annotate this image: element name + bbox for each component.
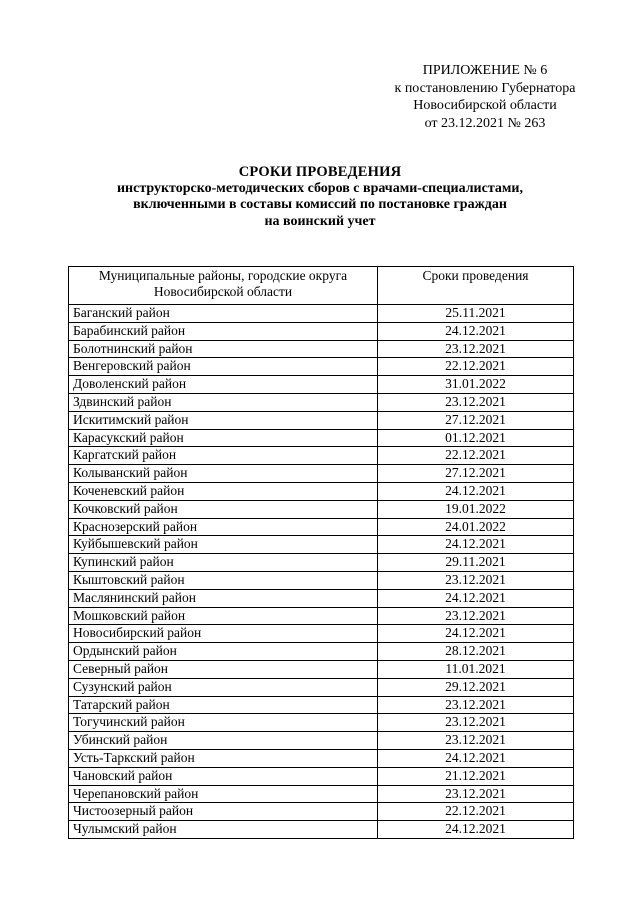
district-name: Болотнинский район bbox=[69, 340, 378, 358]
event-date: 22.12.2021 bbox=[378, 358, 574, 376]
district-name: Кыштовский район bbox=[69, 571, 378, 589]
event-date: 19.01.2022 bbox=[378, 500, 574, 518]
header-dates: Сроки проведения bbox=[378, 267, 574, 305]
table-row bbox=[69, 536, 574, 554]
appendix-header bbox=[350, 62, 620, 132]
event-date: 24.01.2022 bbox=[378, 518, 574, 536]
title-line-3: включенными в составы комиссий по постановке граждан bbox=[133, 197, 507, 212]
district-name: Каргатский район bbox=[69, 447, 378, 465]
event-date: 23.12.2021 bbox=[378, 393, 574, 411]
table-row bbox=[69, 340, 574, 358]
district-name: Доволенский район bbox=[69, 376, 378, 394]
district-name: Здвинский район bbox=[69, 393, 378, 411]
district-name: Венгеровский район bbox=[69, 358, 378, 376]
event-date: 11.01.2021 bbox=[378, 660, 574, 678]
event-date: 27.12.2021 bbox=[378, 411, 574, 429]
schedule-table bbox=[68, 266, 574, 839]
district-name: Краснозерский район bbox=[69, 518, 378, 536]
event-date: 23.12.2021 bbox=[378, 571, 574, 589]
event-date: 25.11.2021 bbox=[378, 305, 574, 323]
district-name: Куйбышевский район bbox=[69, 536, 378, 554]
district-name: Чистоозерный район bbox=[69, 803, 378, 821]
district-name: Купинский район bbox=[69, 554, 378, 572]
table-row bbox=[69, 660, 574, 678]
event-date: 24.12.2021 bbox=[378, 589, 574, 607]
district-name: Северный район bbox=[69, 660, 378, 678]
table-row bbox=[69, 607, 574, 625]
page-title: СРОКИ ПРОВЕДЕНИЯ bbox=[238, 164, 402, 180]
table-row bbox=[69, 393, 574, 411]
district-name: Убинский район bbox=[69, 732, 378, 750]
table-header-row bbox=[69, 267, 574, 305]
table-row bbox=[69, 482, 574, 500]
event-date: 21.12.2021 bbox=[378, 767, 574, 785]
district-name: Маслянинский район bbox=[69, 589, 378, 607]
district-name: Барабинский район bbox=[69, 322, 378, 340]
event-date: 24.12.2021 bbox=[378, 749, 574, 767]
district-name: Новосибирский район bbox=[69, 625, 378, 643]
event-date: 23.12.2021 bbox=[378, 785, 574, 803]
table-row bbox=[69, 714, 574, 732]
district-name: Ордынский район bbox=[69, 643, 378, 661]
district-name: Баганский район bbox=[69, 305, 378, 323]
table-row bbox=[69, 500, 574, 518]
table-row bbox=[69, 589, 574, 607]
district-name: Кочковский район bbox=[69, 500, 378, 518]
event-date: 31.01.2022 bbox=[378, 376, 574, 394]
district-name: Тогучинский район bbox=[69, 714, 378, 732]
table-row bbox=[69, 571, 574, 589]
title-line-4: на воинский учет bbox=[264, 213, 376, 229]
event-date: 23.12.2021 bbox=[378, 607, 574, 625]
table-row bbox=[69, 678, 574, 696]
event-date: 29.12.2021 bbox=[378, 678, 574, 696]
event-date: 24.12.2021 bbox=[378, 821, 574, 839]
event-date: 29.11.2021 bbox=[378, 554, 574, 572]
table-row bbox=[69, 767, 574, 785]
district-name: Искитимский район bbox=[69, 411, 378, 429]
table-row bbox=[69, 643, 574, 661]
event-date: 23.12.2021 bbox=[378, 714, 574, 732]
appendix-decree: к постановлению Губернатора bbox=[394, 80, 576, 96]
table-row bbox=[69, 696, 574, 714]
table-row bbox=[69, 518, 574, 536]
title-line-2: инструкторско-методических сборов с врачами-специалистами, bbox=[116, 180, 523, 196]
table-row bbox=[69, 429, 574, 447]
event-date: 24.12.2021 bbox=[378, 625, 574, 643]
table-row bbox=[69, 411, 574, 429]
district-name: Чулымский район bbox=[69, 821, 378, 839]
event-date: 28.12.2021 bbox=[378, 643, 574, 661]
document-title bbox=[20, 164, 620, 230]
table-row bbox=[69, 305, 574, 323]
table-row bbox=[69, 447, 574, 465]
district-name: Усть-Таркский район bbox=[69, 749, 378, 767]
event-date: 23.12.2021 bbox=[378, 696, 574, 714]
event-date: 24.12.2021 bbox=[378, 536, 574, 554]
district-name: Чановский район bbox=[69, 767, 378, 785]
table-body bbox=[69, 305, 574, 839]
district-name: Коченевский район bbox=[69, 482, 378, 500]
table-row bbox=[69, 322, 574, 340]
district-name: Татарский район bbox=[69, 696, 378, 714]
district-name: Черепановский район bbox=[69, 785, 378, 803]
event-date: 27.12.2021 bbox=[378, 465, 574, 483]
table-row bbox=[69, 358, 574, 376]
district-name: Карасукский район bbox=[69, 429, 378, 447]
appendix-region: Новосибирской области bbox=[413, 98, 557, 113]
event-date: 22.12.2021 bbox=[378, 447, 574, 465]
event-date: 24.12.2021 bbox=[378, 322, 574, 340]
event-date: 22.12.2021 bbox=[378, 803, 574, 821]
table-row bbox=[69, 785, 574, 803]
table-row bbox=[69, 465, 574, 483]
table-row bbox=[69, 554, 574, 572]
event-date: 23.12.2021 bbox=[378, 340, 574, 358]
event-date: 23.12.2021 bbox=[378, 732, 574, 750]
event-date: 24.12.2021 bbox=[378, 482, 574, 500]
table-row bbox=[69, 803, 574, 821]
table-row bbox=[69, 376, 574, 394]
table-row bbox=[69, 732, 574, 750]
appendix-date: от 23.12.2021 № 263 bbox=[424, 115, 546, 131]
appendix-number: ПРИЛОЖЕНИЕ № 6 bbox=[422, 63, 548, 78]
district-name: Сузунский район bbox=[69, 678, 378, 696]
header-district: Муниципальные районы, городские округа Новосибирской области bbox=[69, 267, 378, 305]
table-row bbox=[69, 625, 574, 643]
table-row bbox=[69, 749, 574, 767]
event-date: 01.12.2021 bbox=[378, 429, 574, 447]
district-name: Мошковский район bbox=[69, 607, 378, 625]
district-name: Колыванский район bbox=[69, 465, 378, 483]
table-row bbox=[69, 821, 574, 839]
